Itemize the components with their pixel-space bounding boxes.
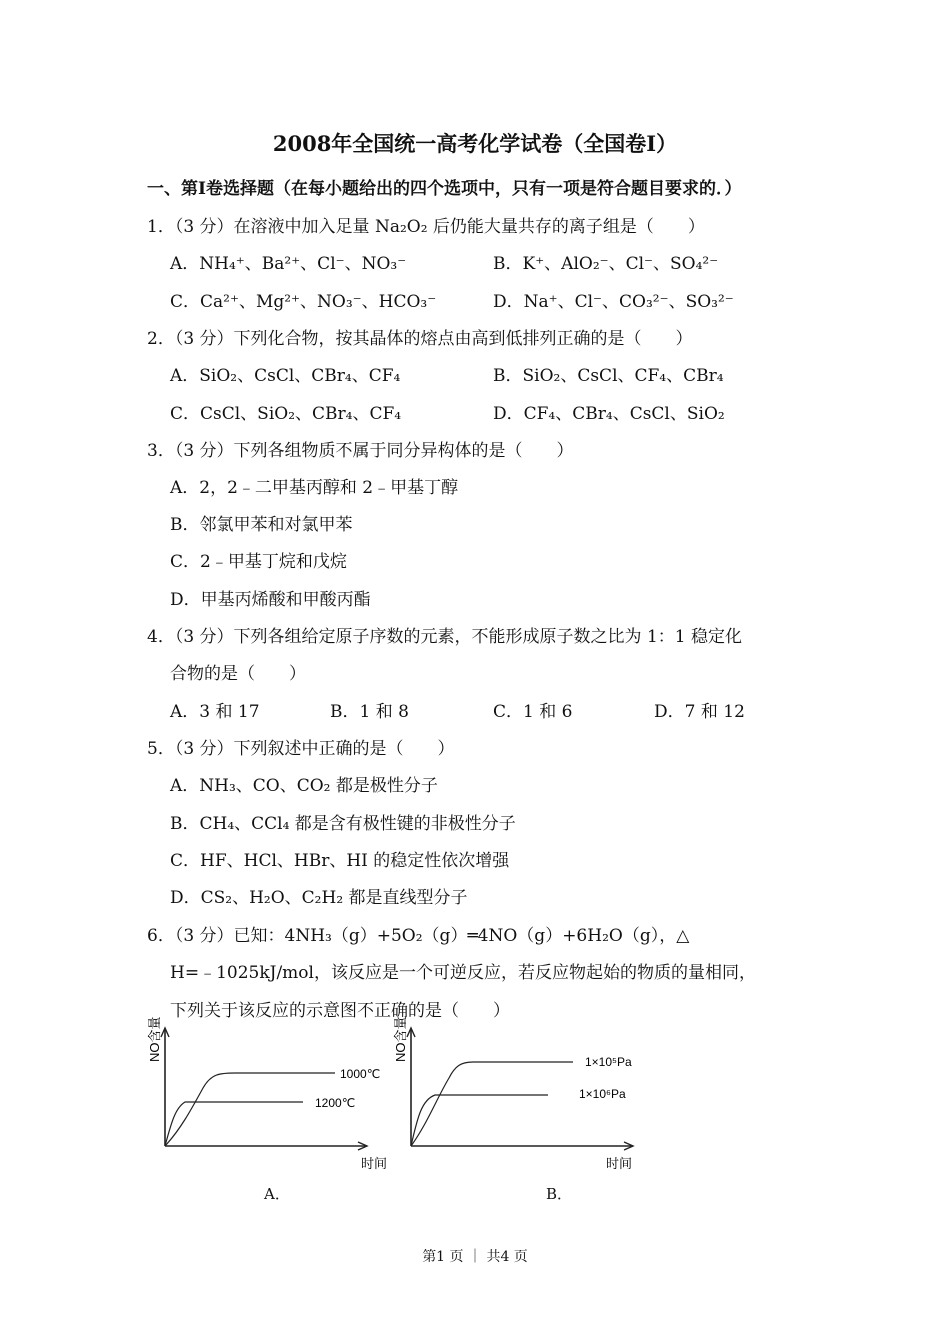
figure-a-upper-label: 1000℃ <box>340 1067 381 1081</box>
question-1-option-d: D．Na⁺、Cl⁻、CO₃²⁻、SO₃²⁻ <box>493 292 734 312</box>
question-4-stem-line-2: 合物的是（ ） <box>170 664 306 684</box>
question-2-option-d: D．CF₄、CBr₄、CsCl、SiO₂ <box>493 404 725 424</box>
figure-a-x-label: 时间 <box>361 1156 388 1171</box>
question-1-stem: 1．（3 分）在溶液中加入足量 Na₂O₂ 后仍能大量共存的离子组是（ ） <box>147 217 705 237</box>
question-1-option-c: C．Ca²⁺、Mg²⁺、NO₃⁻、HCO₃⁻ <box>170 292 437 312</box>
question-4-option-b: B．1 和 8 <box>330 702 409 722</box>
question-1-option-b: B．K⁺、AlO₂⁻、Cl⁻、SO₄²⁻ <box>493 254 719 274</box>
question-5-option-d: D．CS₂、H₂O、C₂H₂ 都是直线型分子 <box>170 888 468 908</box>
question-3-option-c: C．2﹣甲基丁烷和戊烷 <box>170 552 347 572</box>
question-3-stem: 3．（3 分）下列各组物质不属于同分异构体的是（ ） <box>147 441 574 461</box>
question-6-stem-line-2: H=﹣1025kJ/mol，该反应是一个可逆反应，若反应物起始的物质的量相同， <box>170 963 756 983</box>
figure-b-upper-label: 1×10⁵Pa <box>585 1055 632 1069</box>
figure-b-y-label: NO含量 <box>393 1016 408 1062</box>
question-2-option-c: C．CsCl、SiO₂、CBr₄、CF₄ <box>170 404 402 424</box>
figure-b-curve-lower <box>411 1095 548 1146</box>
question-3-option-b: B．邻氯甲苯和对氯甲苯 <box>170 515 353 535</box>
figure-b-lower-label: 1×10⁶Pa <box>579 1087 626 1101</box>
figure-b-label: B． <box>546 1185 573 1203</box>
question-3-option-d: D．甲基丙烯酸和甲酸丙酯 <box>170 590 371 610</box>
figure-b-curve-upper <box>411 1062 573 1146</box>
figure-b-graph <box>383 1016 643 1180</box>
question-2-stem: 2．（3 分）下列化合物，按其晶体的熔点由高到低排列正确的是（ ） <box>147 329 693 349</box>
figure-a-graph <box>135 1016 388 1180</box>
figure-a-y-label: NO含量 <box>147 1016 162 1062</box>
figure-a-curve-upper <box>165 1073 335 1146</box>
page-title: 2008年全国统一高考化学试卷（全国卷I） <box>272 131 678 156</box>
question-2-option-b: B．SiO₂、CsCl、CF₄、CBr₄ <box>493 366 724 386</box>
question-3-option-a: A．2，2﹣二甲基丙醇和 2﹣甲基丁醇 <box>170 478 459 498</box>
question-4-option-c: C．1 和 6 <box>493 702 573 722</box>
question-4-option-a: A．3 和 17 <box>170 702 260 722</box>
figure-a-label: A． <box>264 1185 290 1203</box>
question-6-stem-line-1: 6．（3 分）已知：4NH₃（g）+5O₂（g）═4NO（g）+6H₂O（g），△ <box>147 926 690 946</box>
question-5-option-c: C．HF、HCl、HBr、HI 的稳定性依次增强 <box>170 851 510 871</box>
page-footer: 第1 页 ｜ 共4 页 <box>422 1249 528 1265</box>
question-2-option-a: A．SiO₂、CsCl、CBr₄、CF₄ <box>170 366 401 386</box>
question-5-option-a: A．NH₃、CO、CO₂ 都是极性分子 <box>170 776 438 796</box>
question-5-option-b: B．CH₄、CCl₄ 都是含有极性键的非极性分子 <box>170 814 516 834</box>
question-6-stem-line-3: 下列关于该反应的示意图不正确的是（ ） <box>170 1001 510 1021</box>
figure-a-lower-label: 1200℃ <box>315 1096 356 1110</box>
question-4-stem-line-1: 4．（3 分）下列各组给定原子序数的元素，不能形成原子数之比为 1：1 稳定化 <box>147 627 742 647</box>
figure-a-curve-lower <box>165 1102 303 1146</box>
section-heading: 一、第I卷选择题（在每小题给出的四个选项中，只有一项是符合题目要求的．） <box>147 179 742 199</box>
question-1-option-a: A．NH₄⁺、Ba²⁺、Cl⁻、NO₃⁻ <box>170 254 407 274</box>
figure-b-x-label: 时间 <box>606 1156 633 1171</box>
question-4-option-d: D．7 和 12 <box>654 702 745 722</box>
question-5-stem: 5．（3 分）下列叙述中正确的是（ ） <box>147 739 455 759</box>
